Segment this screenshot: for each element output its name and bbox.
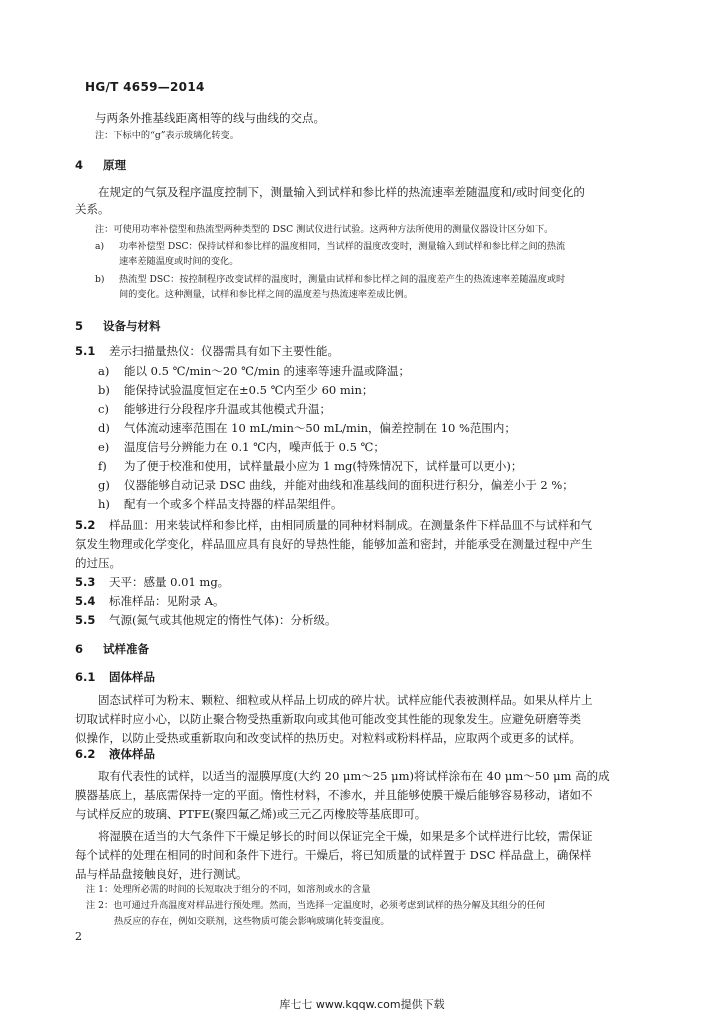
page-number: 2 <box>75 930 82 943</box>
list-item-text: 配有一个或多个样品支持器的样品架组件。 <box>124 497 343 511</box>
list-item <box>98 496 343 512</box>
clause-6-1-line: 似操作，以防止受热或重新取向和改变试样的热历史。对粒料或粉料样品，应取两个或更多的试样。 <box>75 731 581 745</box>
section-5-number: 5 <box>75 319 84 333</box>
document-code: HG/T 4659—2014 <box>85 80 205 94</box>
note-a-line: 功率补偿型 DSC：保持试样和参比样的温度相同，当试样的温度改变时，测量输入到试样和参比样之间的热流 <box>119 241 566 252</box>
clause-5-2-line: 的过压。 <box>75 556 121 570</box>
clause-6-2-heading <box>75 746 155 762</box>
section-4-para-line: 关系。 <box>75 202 110 216</box>
list-item <box>98 477 574 493</box>
clause-5-4 <box>75 593 224 609</box>
section-6-heading <box>75 641 149 657</box>
continuation-note: 注：下标中的“g”表示玻璃化转变。 <box>95 130 239 141</box>
list-item-label: d) <box>98 421 110 435</box>
clause-6-2-line: 将湿膜在适当的大气条件下干燥足够长的时间以保证完全干燥，如果是多个试样进行比较，需保证 <box>98 829 593 843</box>
list-item-label: a) <box>98 364 110 378</box>
clause-6-1-line: 切取试样时应小心，以防止聚合物受热重新取向或其他可能改变其性能的现象发生。应避免研磨等类 <box>75 712 581 726</box>
clause-5-2 <box>75 517 592 533</box>
list-item-label: g) <box>98 478 110 492</box>
clause-6-2-title: 液体样品 <box>109 747 155 761</box>
list-item-label: f) <box>98 459 107 473</box>
clause-5-5-text: 气源(氮气或其他规定的惰性气体)：分析级。 <box>109 613 337 627</box>
list-item-label: b) <box>98 383 110 397</box>
clause-5-5 <box>75 612 336 628</box>
section-6-title: 试样准备 <box>103 642 149 656</box>
clause-6-2-line: 品与样品盘接触良好，进行测试。 <box>75 867 248 881</box>
clause-5-5-number: 5.5 <box>75 613 96 627</box>
clause-5-2-line: 氛发生物理或化学变化，样品皿应具有良好的导热性能，能够加盖和密封，并能承受在测量过程中产生 <box>75 537 593 551</box>
list-item <box>98 363 410 379</box>
clause-5-1-number: 5.1 <box>75 344 96 358</box>
clause-6-2-note-1: 注 1：处理所必需的时间的长短取决于组分的不同，如溶剂或水的含量 <box>86 884 371 895</box>
list-item-text: 能保持试验温度恒定在±0.5 ℃内至少 60 min； <box>124 383 374 397</box>
clause-5-1 <box>75 343 339 359</box>
list-item-label: c) <box>98 402 109 416</box>
list-item-label: h) <box>98 497 110 511</box>
clause-5-3 <box>75 574 229 590</box>
list-item-text: 气体流动速率范围在 10 mL/min～50 mL/min，偏差控制在 10 %范围内； <box>124 421 516 435</box>
continuation-text: 与两条外推基线距离相等的线与曲线的交点。 <box>95 111 325 125</box>
clause-5-3-text: 天平：感量 0.01 mg。 <box>109 575 230 589</box>
clause-5-3-number: 5.3 <box>75 575 96 589</box>
note-a-line: 速率差随温度或时间的变化。 <box>119 256 239 267</box>
clause-6-2-note-2: 热反应的存在，例如交联剂，这些物质可能会影响玻璃化转变温度。 <box>114 916 390 927</box>
section-4-note: 注：可使用功率补偿型和热流型两种类型的 DSC 测试仪进行试验。这两种方法所使用的测量仪器设计区分如下。 <box>95 224 554 235</box>
section-4-note-b <box>95 273 565 286</box>
clause-6-2-number: 6.2 <box>75 747 96 761</box>
section-4-heading <box>75 157 126 173</box>
clause-6-2-line: 每个试样的处理在相同的时间和条件下进行。干燥后，将已知质量的试样置于 DSC 样品盘上，确保样 <box>75 848 592 862</box>
clause-5-4-text: 标准样品：见附录 A。 <box>109 594 225 608</box>
note-a-label: a) <box>95 241 105 252</box>
clause-6-1-line: 固态试样可为粉末、颗粒、细粒或从样品上切成的碎片状。试样应能代表被测样品。如果从样片上 <box>98 693 593 707</box>
section-4-note-a <box>95 240 565 253</box>
note-b-label: b) <box>95 274 105 285</box>
clause-6-1-heading <box>75 669 155 685</box>
clause-6-2-note-2: 注 2：也可通过升高温度对样品进行预处理。然而，当选择一定温度时，必须考虑到试样的热分解及其组分的任何 <box>86 900 545 911</box>
clause-5-2-number: 5.2 <box>75 518 96 532</box>
list-item-text: 为了便于校准和使用，试样量最小应为 1 mg(特殊情况下，试样量可以更小)； <box>124 459 523 473</box>
list-item <box>98 382 373 398</box>
list-item-label: e) <box>98 440 110 454</box>
clause-6-1-number: 6.1 <box>75 670 96 684</box>
section-5-title: 设备与材料 <box>103 319 161 333</box>
clause-6-2-line: 膜器基底上，基底需保持一定的平面。惰性材料，不渗水，并且能够使膜干燥后能够容易移动，诸如不 <box>75 788 593 802</box>
clause-5-4-number: 5.4 <box>75 594 96 608</box>
list-item <box>98 420 516 436</box>
clause-6-2-line: 与试样反应的玻璃、PTFE(聚四氟乙烯)或三元乙丙橡胶等基底即可。 <box>75 807 427 821</box>
list-item-text: 温度信号分辨能力在 0.1 ℃内，噪声低于 0.5 ℃； <box>124 440 385 454</box>
section-6-number: 6 <box>75 642 84 656</box>
note-b-line: 间的变化。这种测量，试样和参比样之间的温度差与热流速率差成比例。 <box>119 289 413 300</box>
section-4-para-line: 在规定的气氛及程序温度控制下，测量输入到试样和参比样的热流速率差随温度和/或时间变化的 <box>98 185 585 199</box>
section-5-heading <box>75 318 161 334</box>
clause-6-2-line: 取有代表性的试样，以适当的湿膜厚度(大约 20 μm～25 μm)将试样涂布在 40 μm～50 μm 高的成 <box>98 769 610 783</box>
list-item-text: 仪器能够自动记录 DSC 曲线，并能对曲线和准基线间的面积进行积分，偏差小于 2 %； <box>124 478 574 492</box>
section-4-title: 原理 <box>103 158 126 172</box>
clause-6-1-title: 固体样品 <box>109 670 155 684</box>
list-item <box>98 439 385 455</box>
clause-5-1-text: 差示扫描量热仪：仪器需具有如下主要性能。 <box>109 344 339 358</box>
section-4-number: 4 <box>75 158 84 172</box>
download-footer: 库七七 www.kqqw.com提供下载 <box>279 998 445 1011</box>
list-item <box>98 458 522 474</box>
note-b-line: 热流型 DSC：按控制程序改变试样的温度时，测量由试样和参比样之间的温度差产生的热流速率差随温度或时 <box>119 274 566 285</box>
list-item <box>98 401 331 417</box>
clause-5-2-line: 样品皿：用来装试样和参比样，由相同质量的同种材料制成。在测量条件下样品皿不与试样和气 <box>109 518 592 532</box>
list-item-text: 能够进行分段程序升温或其他模式升温； <box>124 402 331 416</box>
list-item-text: 能以 0.5 ℃/min～20 ℃/min 的速率等速升温或降温； <box>124 364 410 378</box>
